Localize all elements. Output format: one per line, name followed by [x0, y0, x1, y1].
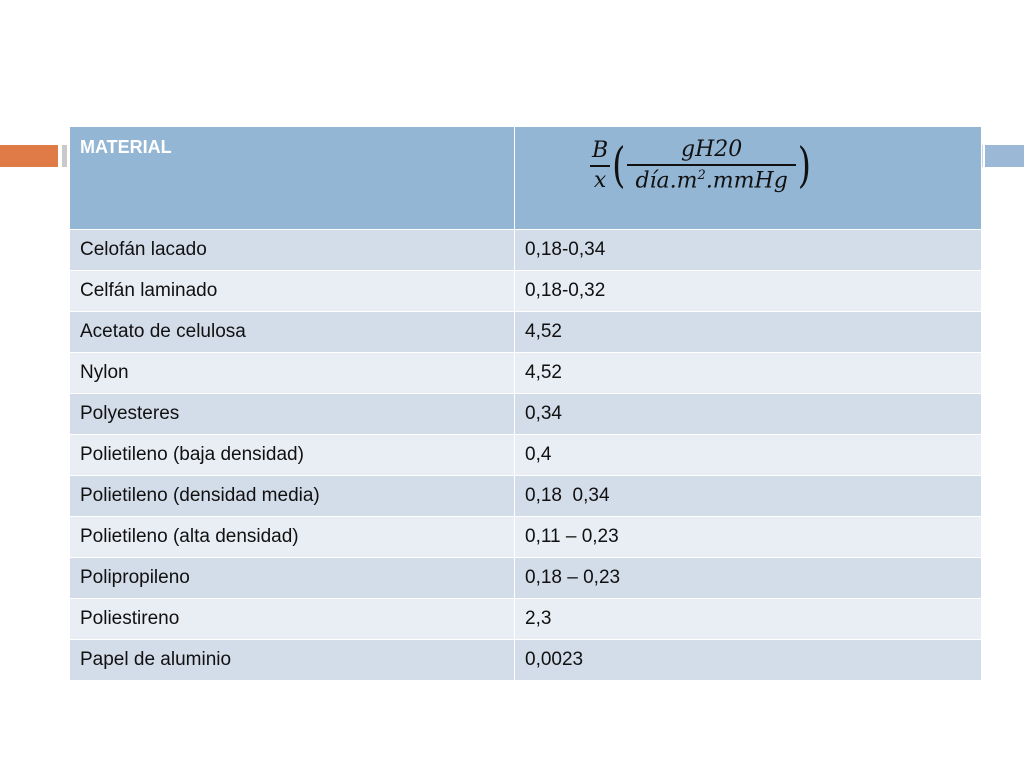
permeability-formula — [590, 139, 813, 192]
formula-inner-numerator: gH20 — [627, 139, 795, 166]
formula-outer-denominator: x — [593, 167, 607, 193]
material-cell: Papel de aluminio — [70, 640, 515, 681]
decorative-bar-left-small — [62, 145, 67, 167]
formula-inner-denominator — [627, 166, 795, 192]
table-row — [70, 517, 982, 558]
material-cell: Polietileno (densidad media) — [70, 476, 515, 517]
value-cell: 4,52 — [515, 312, 982, 353]
decorative-bar-left — [0, 145, 58, 167]
value-cell: 0,18 – 0,23 — [515, 558, 982, 599]
material-cell: Nylon — [70, 353, 515, 394]
formula-outer-fraction — [590, 137, 610, 193]
table-row — [70, 353, 982, 394]
table-row — [70, 476, 982, 517]
value-cell: 0,0023 — [515, 640, 982, 681]
header-material: MATERIAL — [70, 127, 515, 230]
header-formula — [515, 127, 982, 230]
table-row — [70, 230, 982, 271]
value-cell: 0,18 0,34 — [515, 476, 982, 517]
formula-inner-fraction — [627, 139, 795, 192]
material-cell: Celofán lacado — [70, 230, 515, 271]
formula-outer-numerator: B — [590, 140, 610, 167]
value-cell: 0,18-0,32 — [515, 271, 982, 312]
material-cell: Acetato de celulosa — [70, 312, 515, 353]
table-row — [70, 271, 982, 312]
table-header-row — [70, 127, 982, 230]
material-cell: Polyesteres — [70, 394, 515, 435]
value-cell: 0,11 – 0,23 — [515, 517, 982, 558]
formula-inner-den-exponent: 2 — [697, 168, 706, 183]
value-cell: 0,4 — [515, 435, 982, 476]
table-row — [70, 599, 982, 640]
table-row — [70, 435, 982, 476]
formula-inner-den-pre: día.m — [635, 168, 698, 194]
table-row — [70, 312, 982, 353]
value-cell: 0,18-0,34 — [515, 230, 982, 271]
formula-inner-den-post: .mmHg — [705, 168, 788, 194]
table-row — [70, 558, 982, 599]
material-cell: Celfán laminado — [70, 271, 515, 312]
material-cell: Poliestireno — [70, 599, 515, 640]
table-row — [70, 394, 982, 435]
value-cell: 0,34 — [515, 394, 982, 435]
value-cell: 2,3 — [515, 599, 982, 640]
table-row — [70, 640, 982, 681]
value-cell: 4,52 — [515, 353, 982, 394]
formula-left-paren: ( — [612, 137, 626, 194]
materials-table — [69, 126, 982, 681]
material-cell: Polipropileno — [70, 558, 515, 599]
material-cell: Polietileno (alta densidad) — [70, 517, 515, 558]
decorative-bar-right — [985, 145, 1024, 167]
formula-right-paren: ) — [797, 137, 812, 194]
material-cell: Polietileno (baja densidad) — [70, 435, 515, 476]
